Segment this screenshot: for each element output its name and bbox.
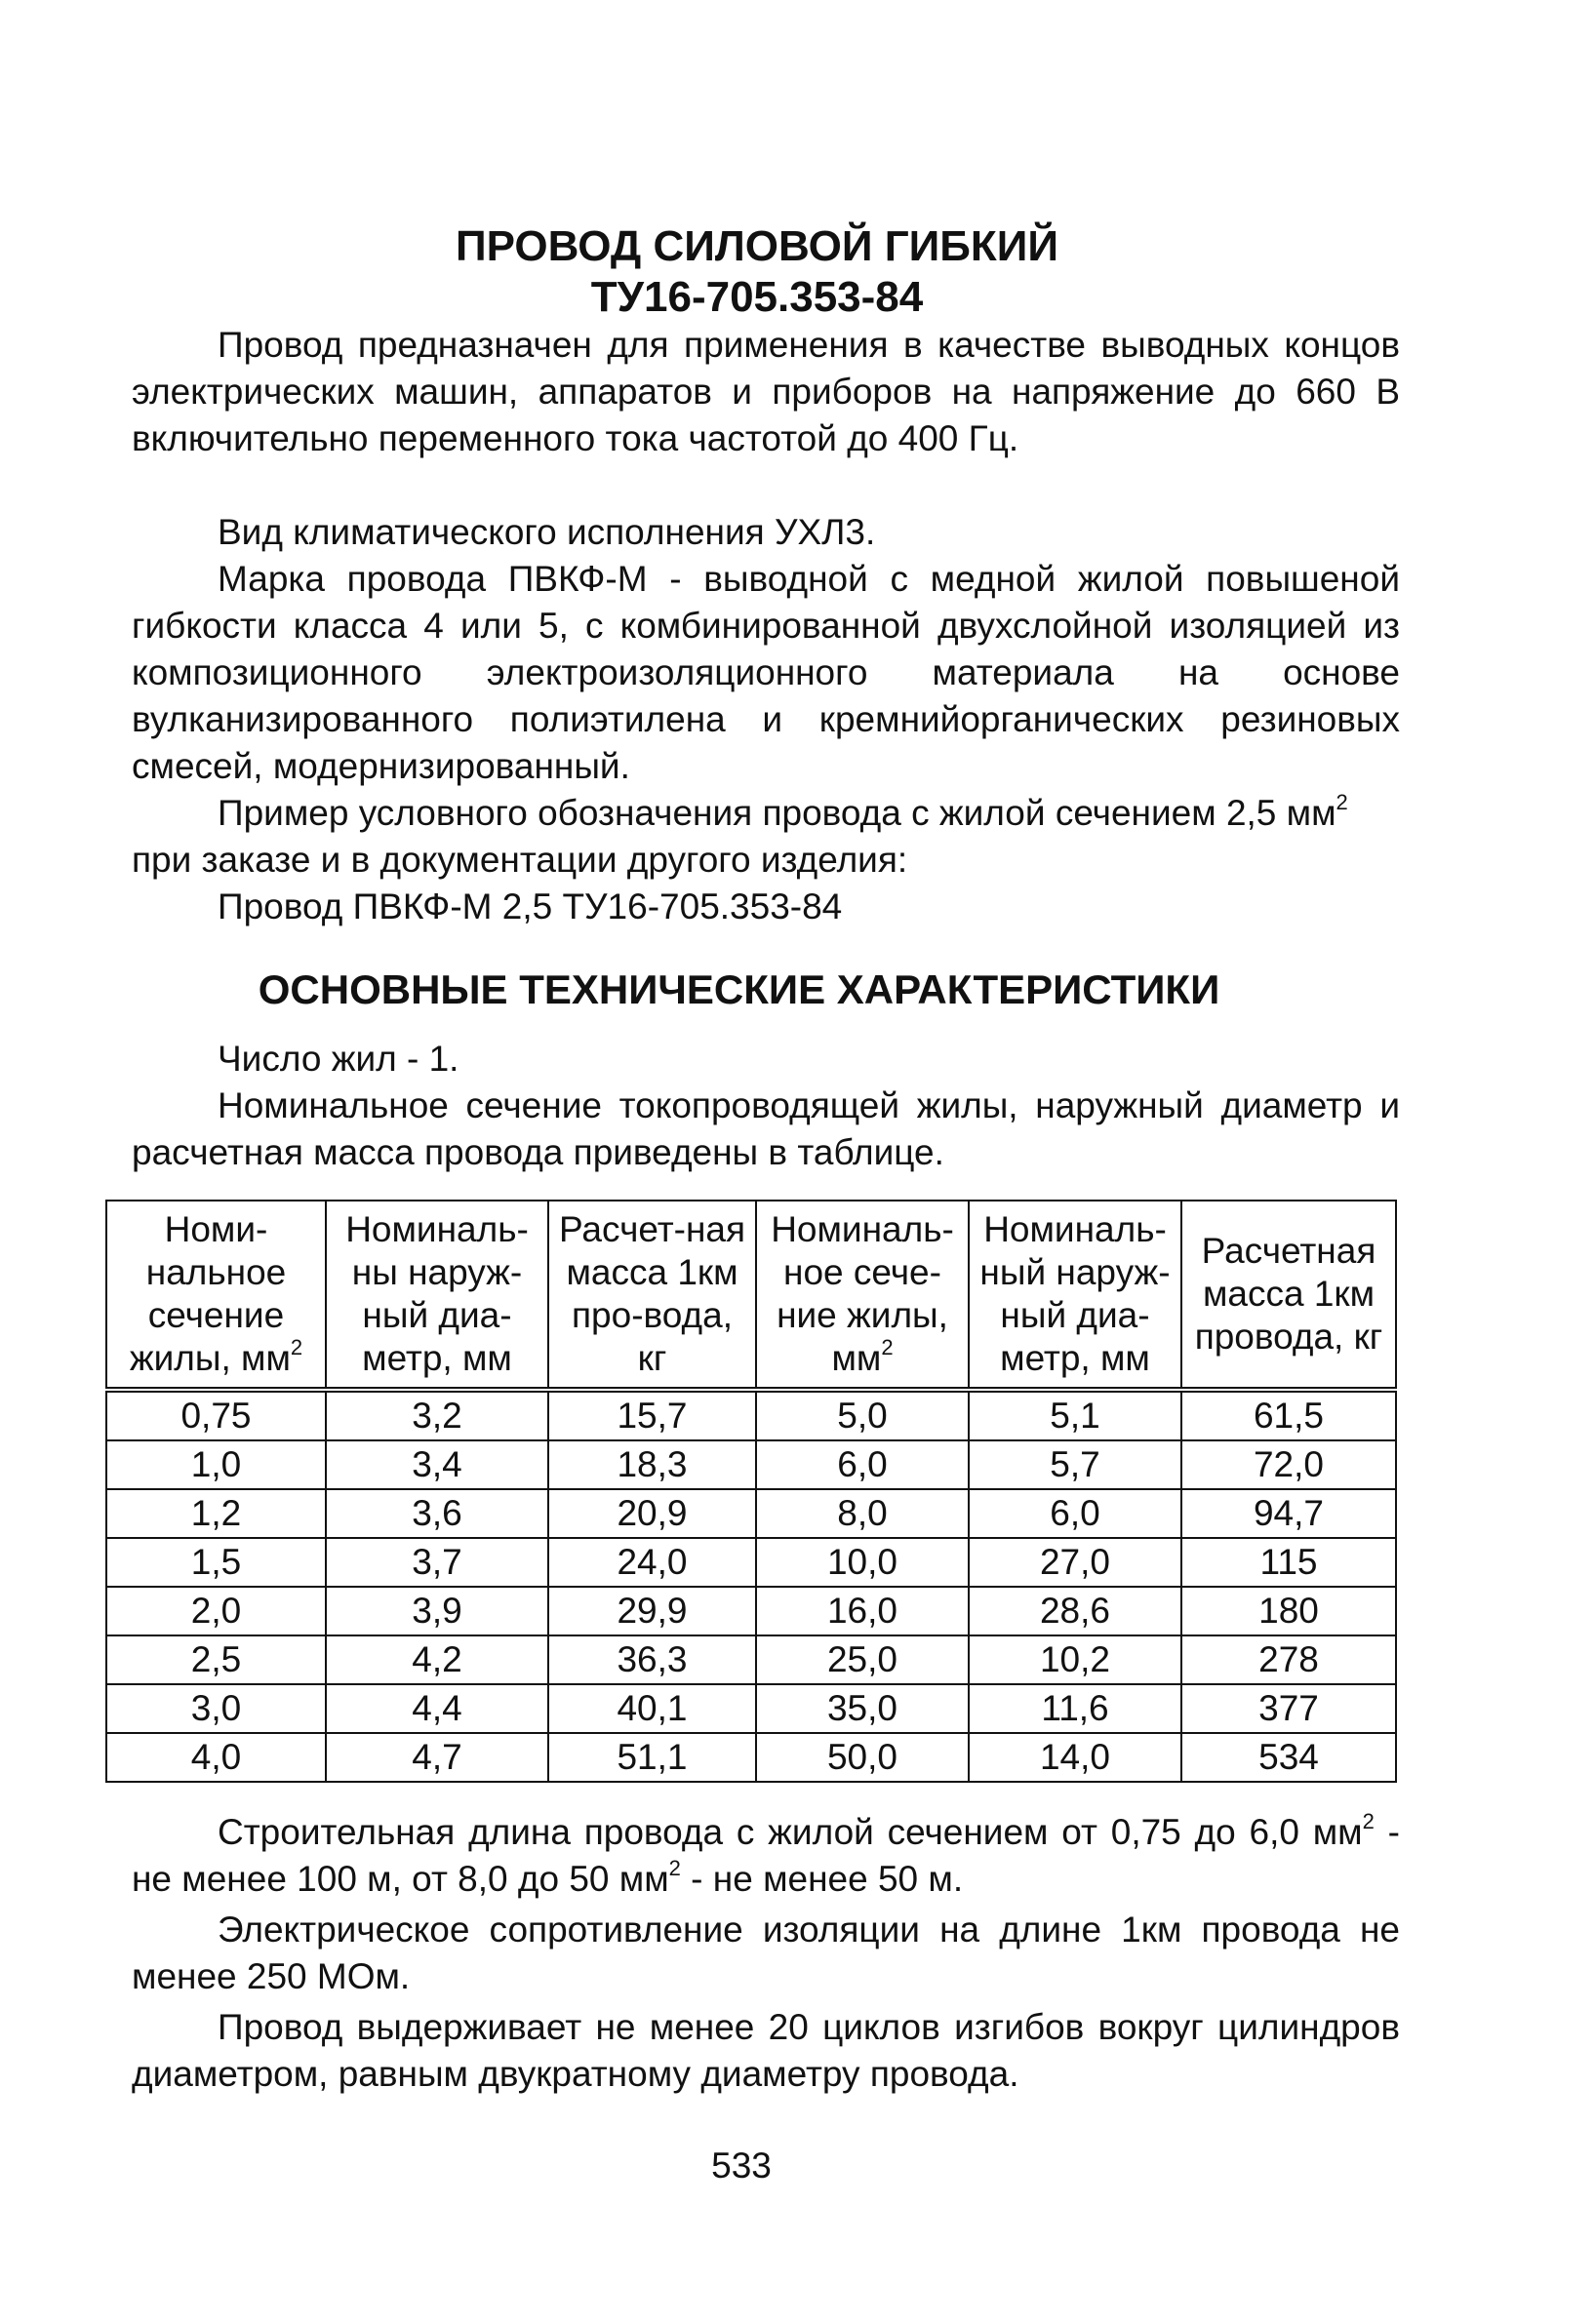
- table-header-row: [106, 1201, 1396, 1390]
- table-cell: 3,9: [326, 1587, 548, 1635]
- climate-paragraph: Вид климатического исполнения УХЛ3.: [218, 512, 876, 552]
- table-cell: 115: [1181, 1538, 1396, 1587]
- header-cell: Номиналь-ный наруж-ный диа-метр, мм: [969, 1201, 1181, 1390]
- table-cell: 5,7: [969, 1440, 1181, 1489]
- table-cell: 4,0: [106, 1733, 326, 1782]
- table-cell: 6,0: [969, 1489, 1181, 1538]
- table-cell: 2,0: [106, 1587, 326, 1635]
- table-cell: 36,3: [548, 1635, 756, 1684]
- table-cell: 18,3: [548, 1440, 756, 1489]
- example-text-c: при заказе и в документации другого изделия:: [132, 840, 908, 880]
- table-cell: 5,1: [969, 1390, 1181, 1440]
- table-cell: 29,9: [548, 1587, 756, 1635]
- table-cell: 35,0: [756, 1684, 969, 1733]
- table-body: [106, 1390, 1396, 1782]
- table-cell: 72,0: [1181, 1440, 1396, 1489]
- table-cell: 40,1: [548, 1684, 756, 1733]
- table-cell: 20,9: [548, 1489, 756, 1538]
- resistance-paragraph: Электрическое сопротивление изоляции на длине 1км провода не менее 250 МОм.: [132, 1910, 1400, 1996]
- doc-spec-code: ТУ16-705.353-84: [590, 273, 924, 321]
- table-row: [106, 1440, 1396, 1489]
- table-cell: 3,6: [326, 1489, 548, 1538]
- bending-paragraph: Провод выдерживает не менее 20 циклов изгибов вокруг цилиндров диаметром, равным двукратному диаметру провода.: [132, 2007, 1400, 2094]
- table-intro-paragraph: Номинальное сечение токопроводящей жилы, наружный диаметр и расчетная масса провода приведены в таблице.: [132, 1085, 1400, 1172]
- cores-line: Число жил - 1.: [218, 1039, 459, 1079]
- table-cell: 377: [1181, 1684, 1396, 1733]
- header-cell: Номи-нальное сечение жилы, $мм^2$: [106, 1201, 326, 1390]
- table-cell: 3,7: [326, 1538, 548, 1587]
- section-heading: ОСНОВНЫЕ ТЕХНИЧЕСКИЕ ХАРАКТЕРИСТИКИ: [258, 966, 1220, 1012]
- table-cell: 16,0: [756, 1587, 969, 1635]
- table-cell: 27,0: [969, 1538, 1181, 1587]
- intro-paragraph: Провод предназначен для применения в качестве выводных концов электрических машин, аппаратов и приборов на напряжение до 660 В включительно переменного тока частотой до 400 Гц.: [132, 325, 1400, 458]
- example-text-b: 2,5 мм: [1225, 793, 1336, 833]
- table-cell: 3,4: [326, 1440, 548, 1489]
- table-cell: 6,0: [756, 1440, 969, 1489]
- length-text-b: - не менее 100 м, от 8,0 до 50 мм: [132, 1812, 1400, 1899]
- table-row: [106, 1538, 1396, 1587]
- example-text-a: Пример условного обозначения провода с жилой сечением: [218, 793, 1216, 833]
- length-text-a: Строительная длина провода с жилой сечением от 0,75 до 6,0 мм: [218, 1812, 1363, 1852]
- table-cell: 15,7: [548, 1390, 756, 1440]
- table-cell: 4,2: [326, 1635, 548, 1684]
- brand-paragraph: Марка провода ПВКФ-М - выводной с медной жилой повышеной гибкости класса 4 или 5, с комбинированной двухслойной изоляцией из композиционного электроизоляционного материала на основе вулканизированного полиэтилена и кремнийорганических резиновых смесей, модернизированный.: [132, 559, 1400, 786]
- table-cell: 11,6: [969, 1684, 1181, 1733]
- length-paragraph: [132, 1809, 1400, 1903]
- table-cell: 94,7: [1181, 1489, 1396, 1538]
- page-number: 533: [711, 2146, 772, 2186]
- table-cell: 534: [1181, 1733, 1396, 1782]
- table-cell: 0,75: [106, 1390, 326, 1440]
- table-cell: 4,4: [326, 1684, 548, 1733]
- spec-table: [105, 1200, 1397, 1783]
- table-cell: 25,0: [756, 1635, 969, 1684]
- table-cell: 28,6: [969, 1587, 1181, 1635]
- table-cell: 4,7: [326, 1733, 548, 1782]
- example-sup: 2: [1336, 790, 1348, 814]
- table-cell: 3,2: [326, 1390, 548, 1440]
- table-cell: 24,0: [548, 1538, 756, 1587]
- table-cell: 14,0: [969, 1733, 1181, 1782]
- table-cell: 61,5: [1181, 1390, 1396, 1440]
- table-cell: 10,0: [756, 1538, 969, 1587]
- table-cell: 10,2: [969, 1635, 1181, 1684]
- table-row: [106, 1635, 1396, 1684]
- table-row: [106, 1684, 1396, 1733]
- header-cell: Номиналь-ны наруж-ный диа-метр, мм: [326, 1201, 548, 1390]
- length-sup-2: 2: [668, 1856, 681, 1880]
- table-row: [106, 1587, 1396, 1635]
- table-cell: 1,2: [106, 1489, 326, 1538]
- table-cell: 1,0: [106, 1440, 326, 1489]
- table-row: [106, 1733, 1396, 1782]
- table-cell: 180: [1181, 1587, 1396, 1635]
- length-text-c: - не менее 50 м.: [680, 1859, 964, 1899]
- example-paragraph: [132, 790, 1400, 884]
- table-cell: 8,0: [756, 1489, 969, 1538]
- table-cell: 50,0: [756, 1733, 969, 1782]
- table-cell: 278: [1181, 1635, 1396, 1684]
- table-cell: 5,0: [756, 1390, 969, 1440]
- header-cell: Расчет-ная масса 1км про-вода, кг: [548, 1201, 756, 1390]
- header-cell: Расчетная масса 1км провода, кг: [1181, 1201, 1396, 1390]
- table-cell: 3,0: [106, 1684, 326, 1733]
- table-cell: 1,5: [106, 1538, 326, 1587]
- doc-title: ПРОВОД СИЛОВОЙ ГИБКИЙ: [455, 222, 1059, 270]
- table-cell: 51,1: [548, 1733, 756, 1782]
- table-row: [106, 1390, 1396, 1440]
- table-row: [106, 1489, 1396, 1538]
- table-cell: 2,5: [106, 1635, 326, 1684]
- length-sup-1: 2: [1362, 1809, 1375, 1833]
- header-cell: Номиналь-ное сече-ние жилы, $мм^2$: [756, 1201, 969, 1390]
- designation-line: Провод ПВКФ-М 2,5 ТУ16-705.353-84: [218, 886, 843, 926]
